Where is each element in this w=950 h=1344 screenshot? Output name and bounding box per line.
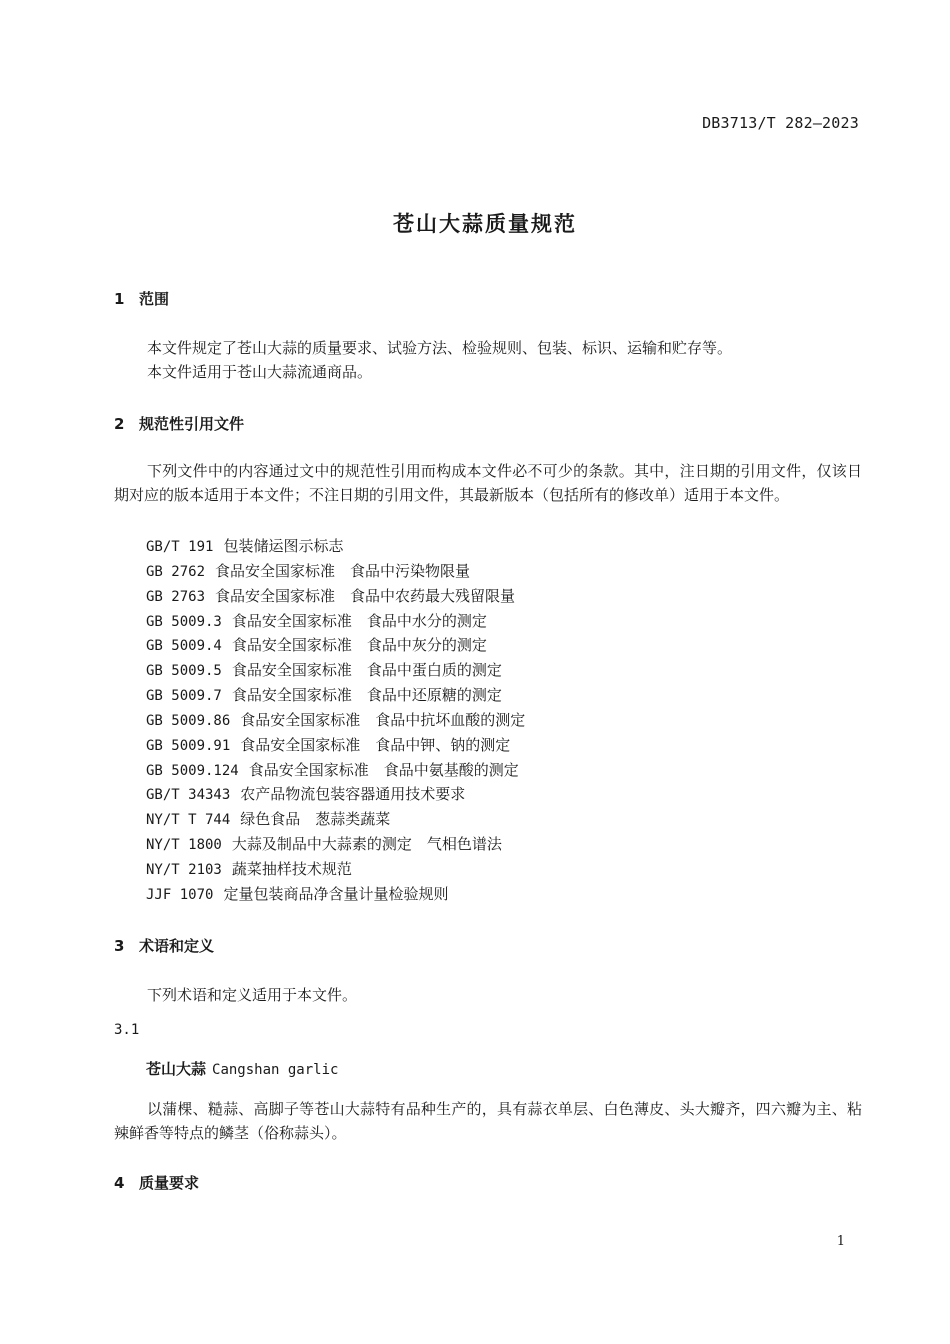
reference-item <box>146 658 525 683</box>
reference-list <box>146 534 525 907</box>
reference-code: JJF 1070 <box>146 886 214 903</box>
reference-code: GB 5009.124 <box>146 762 239 779</box>
reference-code: GB/T 34343 <box>146 787 231 804</box>
reference-item <box>146 807 525 832</box>
reference-code: NY/T 2103 <box>146 861 222 878</box>
reference-title: 食品安全国家标准 食品中氨基酸的测定 <box>248 760 519 779</box>
reference-code: GB 5009.4 <box>146 638 222 655</box>
reference-title: 大蒜及制品中大蒜素的测定 气相色谱法 <box>231 835 502 854</box>
reference-title: 食品安全国家标准 食品中还原糖的测定 <box>231 686 502 705</box>
section-number: 1 <box>114 290 125 308</box>
term-english: Cangshan garlic <box>212 1062 339 1078</box>
reference-item <box>146 733 525 758</box>
document-code: DB3713/T 282—2023 <box>702 114 859 132</box>
reference-code: GB 5009.3 <box>146 613 222 630</box>
reference-title: 定量包装商品净含量计量检验规则 <box>223 884 449 903</box>
reference-item <box>146 882 525 907</box>
reference-item <box>146 708 525 733</box>
section-number: 3 <box>114 937 125 955</box>
term-chinese: 苍山大蒜 <box>146 1060 207 1078</box>
reference-title: 食品安全国家标准 食品中农药最大残留限量 <box>215 586 516 605</box>
scope-paragraph-2: 本文件适用于苍山大蒜流通商品。 <box>147 363 373 381</box>
reference-title: 食品安全国家标准 食品中蛋白质的测定 <box>231 661 502 680</box>
reference-code: GB 5009.86 <box>146 712 231 729</box>
section-number: 2 <box>114 415 125 433</box>
reference-code: GB 2763 <box>146 588 206 605</box>
term-definition: 以蒲棵、糙蒜、高脚子等苍山大蒜特有品种生产的，具有蒜衣单层、白色薄皮、头大瓣齐，四六瓣为主、粘辣鲜香等特点的鳞茎（俗称蒜头）。 <box>114 1100 862 1142</box>
reference-code: GB 5009.5 <box>146 663 222 680</box>
reference-title: 食品安全国家标准 食品中灰分的测定 <box>231 636 487 655</box>
document-title: 苍山大蒜质量规范 <box>393 212 577 236</box>
section-3-heading <box>114 935 214 956</box>
reference-item <box>146 584 525 609</box>
section-2-heading <box>114 413 244 434</box>
section-number: 4 <box>114 1174 125 1192</box>
page-number: 1 <box>836 1234 845 1249</box>
section-title: 术语和定义 <box>139 937 215 955</box>
reference-code: GB 2762 <box>146 563 206 580</box>
reference-code: GB/T 191 <box>146 539 214 555</box>
reference-title: 食品安全国家标准 食品中水分的测定 <box>231 611 487 630</box>
reference-item <box>146 857 525 882</box>
terms-intro: 下列术语和定义适用于本文件。 <box>147 986 358 1004</box>
scope-paragraph-1: 本文件规定了苍山大蒜的质量要求、试验方法、检验规则、包装、标识、运输和贮存等。 <box>147 339 733 357</box>
reference-item <box>146 683 525 708</box>
reference-item <box>146 832 525 857</box>
reference-item <box>146 758 525 783</box>
section-title: 范围 <box>139 290 170 308</box>
reference-title: 食品安全国家标准 食品中抗坏血酸的测定 <box>240 710 526 729</box>
reference-item <box>146 559 525 584</box>
reference-title: 包装储运图示标志 <box>223 537 344 555</box>
reference-code: GB 5009.7 <box>146 688 222 705</box>
reference-code: GB 5009.91 <box>146 737 231 754</box>
normative-references-intro: 下列文件中的内容通过文中的规范性引用而构成本文件必不可少的条款。其中，注日期的引用文件，仅该日期对应的版本适用于本文件；不注日期的引用文件，其最新版本（包括所有的修改单）适用于本文件。 <box>114 462 862 504</box>
section-title: 质量要求 <box>139 1174 200 1192</box>
reference-item <box>146 609 525 634</box>
reference-item <box>146 633 525 658</box>
subclause-number: 3.1 <box>114 1022 140 1038</box>
reference-code: NY/T 1800 <box>146 837 222 854</box>
reference-title: 蔬菜抽样技术规范 <box>231 859 352 878</box>
term-entry <box>146 1058 338 1079</box>
reference-title: 食品安全国家标准 食品中污染物限量 <box>215 561 471 580</box>
reference-item <box>146 534 525 559</box>
section-4-heading <box>114 1172 199 1193</box>
reference-item <box>146 782 525 807</box>
reference-title: 绿色食品 葱蒜类蔬菜 <box>240 810 391 829</box>
section-title: 规范性引用文件 <box>139 415 245 433</box>
reference-title: 食品安全国家标准 食品中钾、钠的测定 <box>240 735 511 754</box>
reference-title: 农产品物流包装容器通用技术要求 <box>240 785 466 804</box>
section-1-heading <box>114 288 169 309</box>
reference-code: NY/T T 744 <box>146 812 231 829</box>
